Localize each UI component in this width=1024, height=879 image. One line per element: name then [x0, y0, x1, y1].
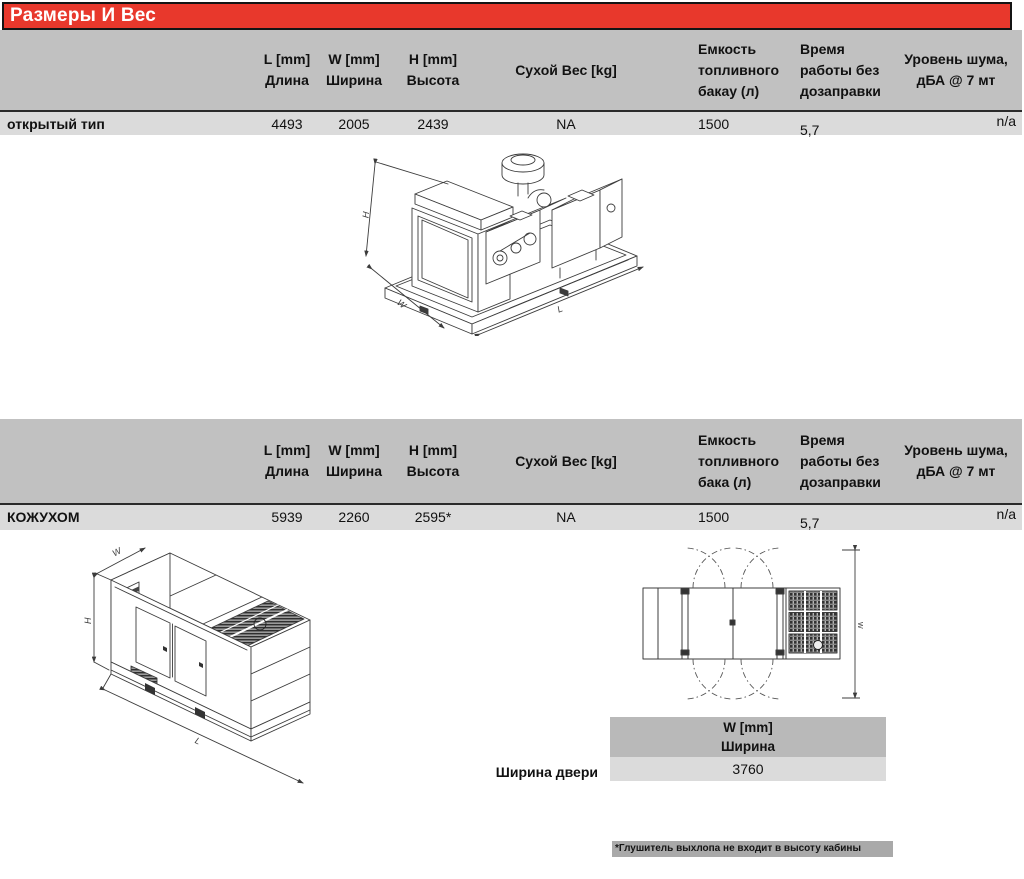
col-fuel-capacity-header: Емкость топливного бакау (л) — [698, 40, 779, 99]
dim-l-label: L — [555, 303, 565, 315]
dim-w-label: W — [110, 545, 123, 559]
col-length-header: L [mm] Длина — [263, 51, 311, 88]
enclosed-row — [0, 505, 1022, 530]
value-height: 2595* — [414, 509, 452, 525]
value-noise: n/a — [996, 505, 1016, 522]
value-noise: n/a — [996, 113, 1016, 129]
col-width-header: W [mm] Ширина — [325, 442, 383, 479]
open-type-row — [0, 112, 1022, 138]
col-fuel-capacity-header: Емкость топливного бака (л) — [698, 431, 779, 490]
open-type-table-header — [0, 30, 1022, 110]
section-title-bar — [2, 2, 1012, 30]
door-width-label: Ширина двери — [495, 764, 598, 780]
col-height-header: H [mm] Высота — [406, 51, 460, 88]
col-length-header: L [mm] Длина — [263, 442, 311, 479]
dim-l-label: L — [193, 735, 203, 747]
value-width: 2005 — [338, 115, 370, 132]
door-width-value: 3760 — [610, 757, 886, 781]
row-label: открытый тип — [7, 115, 105, 132]
value-length: 4493 — [271, 115, 303, 132]
enclosed-table-header — [0, 419, 1022, 503]
value-length: 5939 — [271, 509, 303, 525]
dim-w-label: W — [856, 622, 863, 629]
open-genset-drawing — [360, 136, 650, 336]
door-width-table-header: W [mm] Ширина — [610, 717, 886, 757]
top-view-drawing — [610, 545, 870, 710]
dim-h-label: H — [360, 211, 372, 219]
dim-w-label: W — [395, 297, 409, 311]
value-runtime: 5,7 — [800, 515, 820, 531]
value-width: 2260 — [338, 509, 370, 525]
row-label: КОЖУХОМ — [7, 509, 80, 525]
enclosed-genset-drawing — [75, 540, 360, 790]
col-height-header: H [mm] Высота — [406, 442, 460, 479]
col-noise-header: Уровень шума, дБА @ 7 мт — [904, 51, 1008, 88]
value-fuel-capacity: 1500 — [698, 115, 730, 132]
value-height: 2439 — [417, 115, 449, 132]
value-dry-weight: NA — [556, 115, 576, 132]
value-runtime: 5,7 — [800, 121, 820, 138]
col-width-header: W [mm] Ширина — [325, 51, 383, 88]
col-runtime-header: Время работы без дозаправки — [800, 40, 881, 99]
value-fuel-capacity: 1500 — [698, 509, 730, 525]
col-dry-weight-header: Сухой Вес [kg] — [515, 452, 617, 469]
col-noise-header: Уровень шума, дБА @ 7 мт — [904, 442, 1008, 479]
dim-h-label: H — [83, 617, 93, 624]
door-width-table — [610, 717, 886, 781]
section-title: Размеры И Вес — [10, 5, 157, 26]
col-dry-weight-header: Сухой Вес [kg] — [515, 61, 617, 78]
col-runtime-header: Время работы без дозаправки — [800, 431, 881, 490]
value-dry-weight: NA — [556, 509, 576, 525]
footnote: *Глушитель выхлопа не входит в высоту кабины — [612, 841, 893, 857]
